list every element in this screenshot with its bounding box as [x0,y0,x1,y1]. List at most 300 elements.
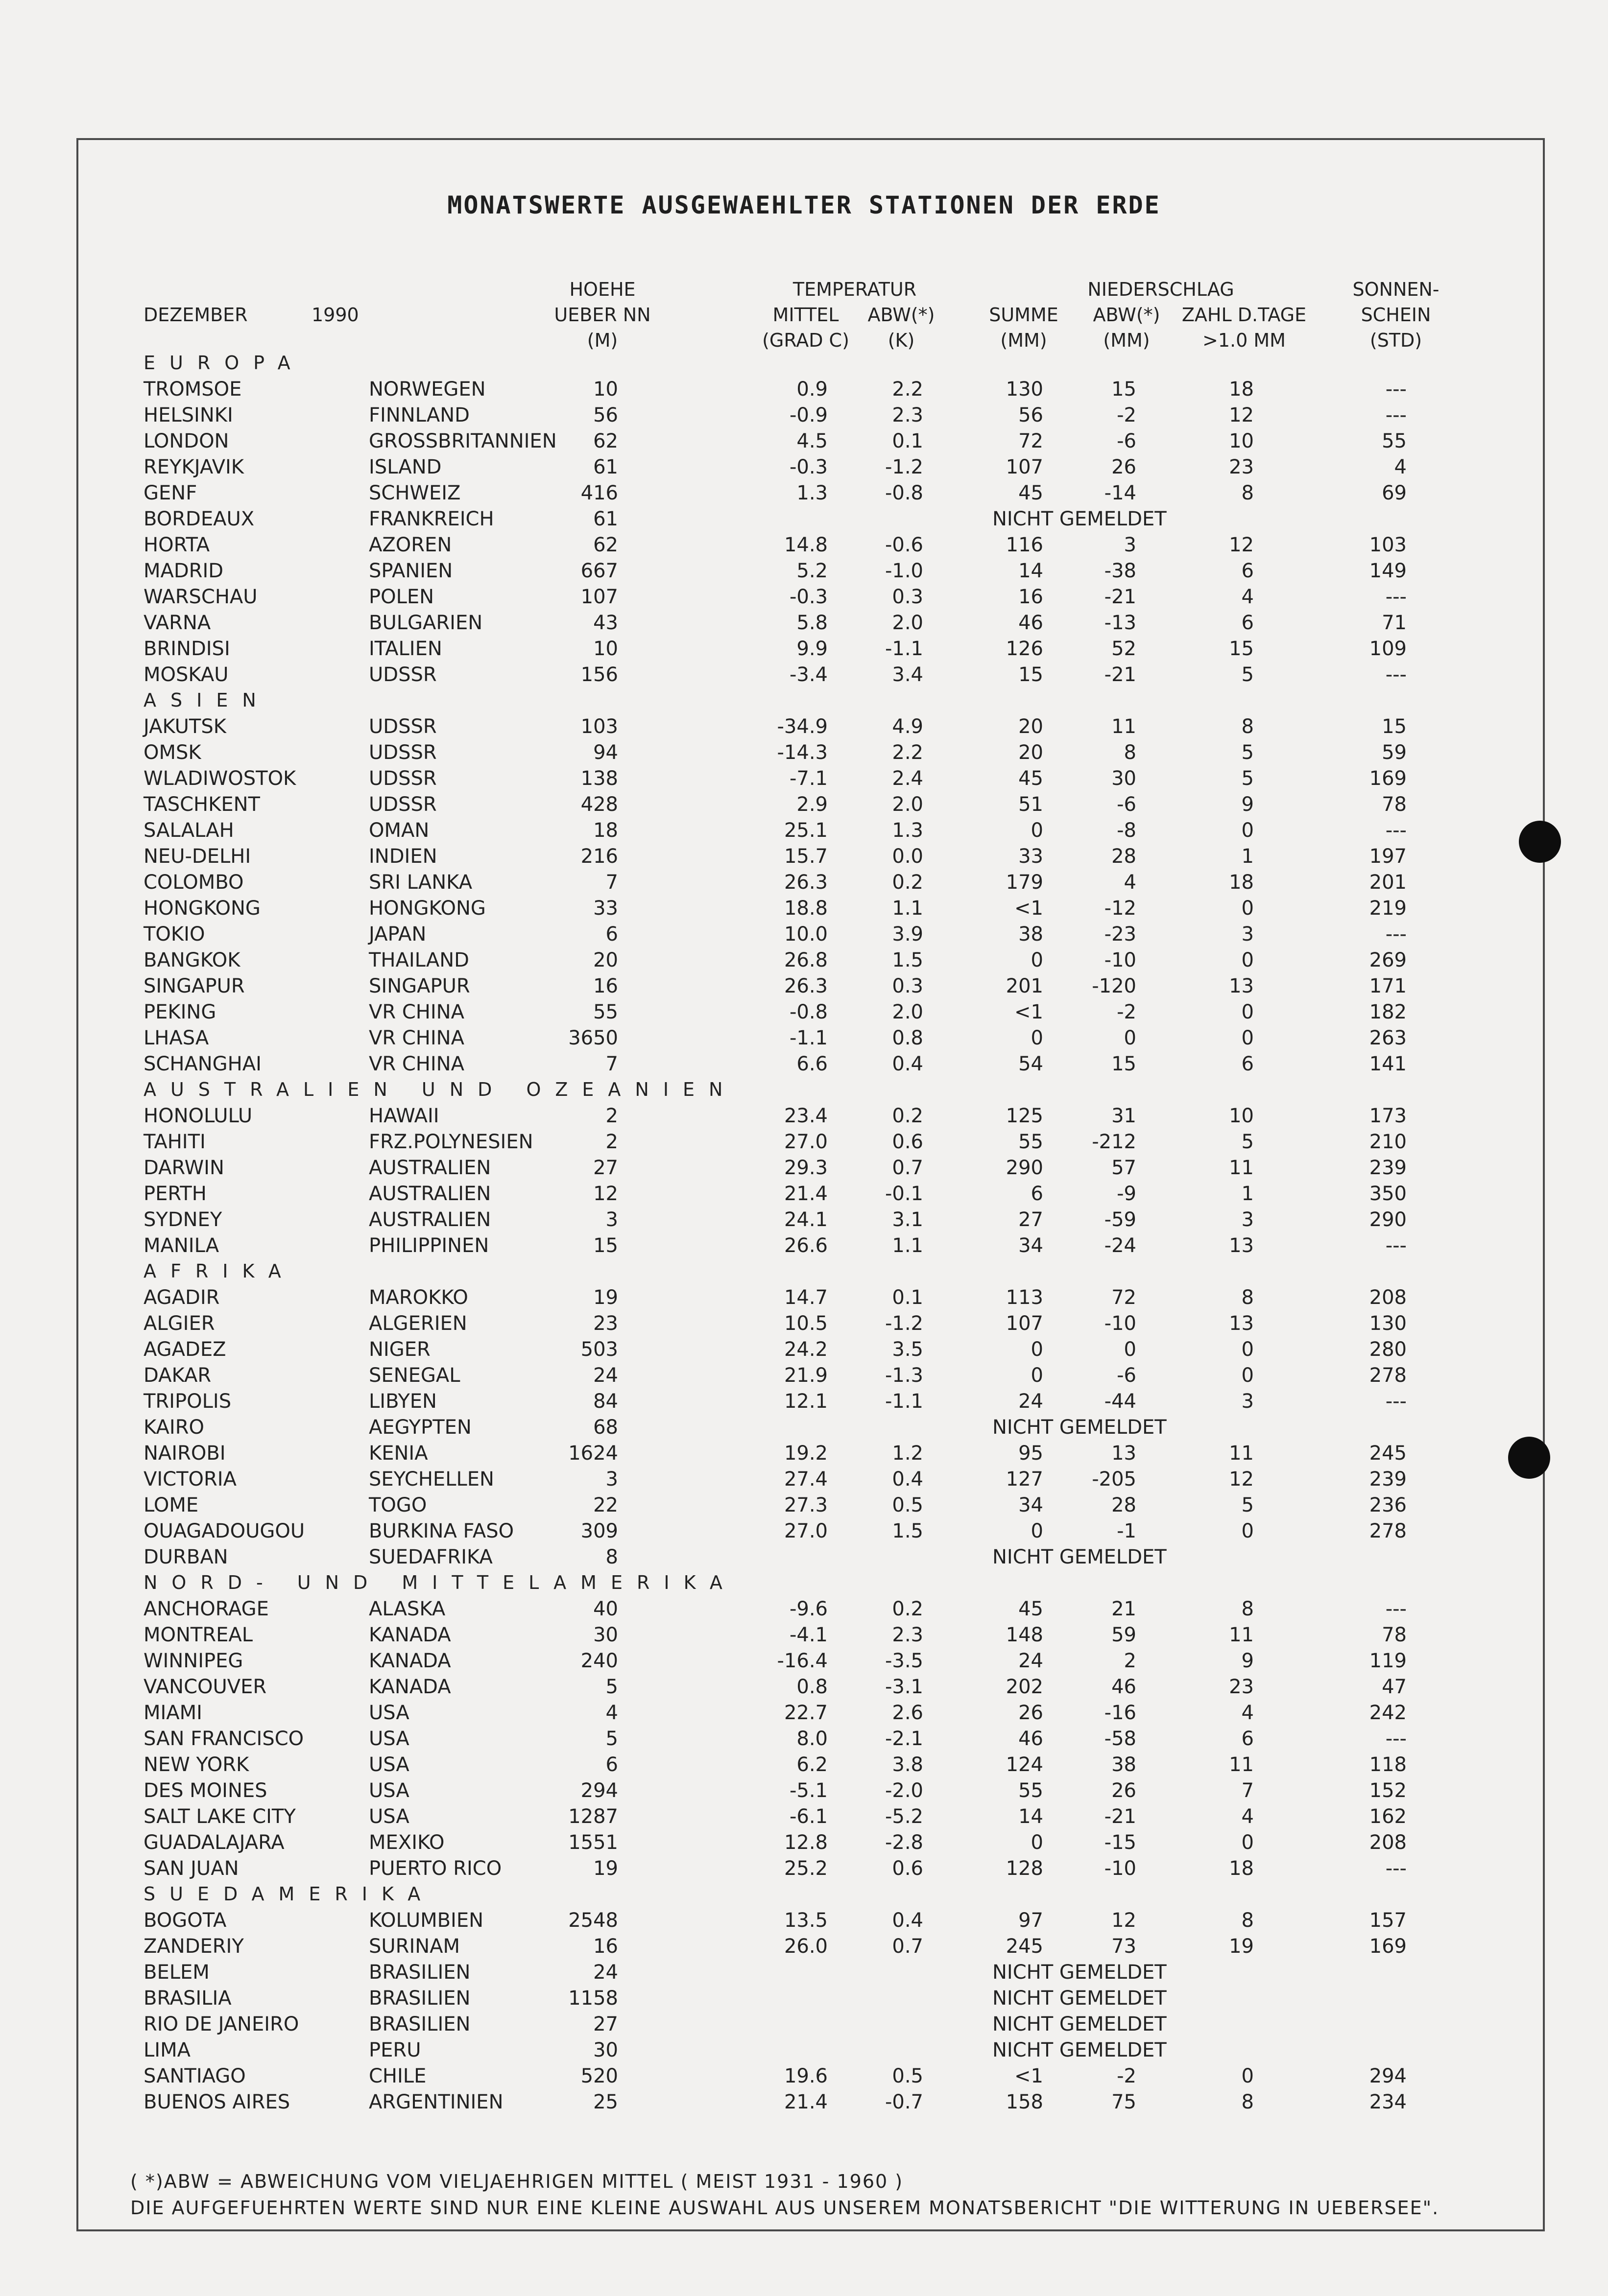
elevation-value: 6 [605,923,618,946]
temp-deviation-value: 2.3 [892,404,923,426]
elevation-value: 520 [580,2065,618,2087]
precip-deviation-value: 28 [1111,1494,1136,1516]
sunshine-value: 118 [1369,1753,1407,1776]
temp-deviation-value: -5.2 [885,1805,923,1828]
country-name: SCHWEIZ [369,482,461,504]
elevation-value: 216 [580,845,618,868]
temp-deviation-value: 0.0 [892,845,923,868]
sunshine-value: 157 [1369,1909,1407,1932]
sunshine-value: 169 [1369,767,1407,790]
precip-sum-value: 54 [1018,1053,1043,1075]
precip-sum-value: 56 [1018,404,1043,426]
precip-sum-value: 290 [1006,1157,1043,1179]
header-sonne-3: (STD) [1369,330,1422,351]
station-name: BELEM [144,1961,210,1984]
country-name: ITALIEN [369,638,442,660]
precip-deviation-value: -16 [1104,1702,1136,1724]
elevation-value: 10 [593,378,618,401]
precip-days-value: 5 [1241,741,1254,764]
precip-days-value: 8 [1241,1286,1254,1309]
station-name: OMSK [144,741,201,764]
elevation-value: 667 [580,560,618,582]
temp-mean-value: 14.7 [784,1286,828,1309]
precip-sum-value: 107 [1006,456,1043,478]
precip-days-value: 4 [1241,586,1254,608]
sunshine-value: 350 [1369,1183,1407,1205]
precip-sum-value: 95 [1018,1442,1043,1465]
station-name: LONDON [144,430,229,452]
precip-sum-value: 45 [1018,767,1043,790]
sunshine-value: 119 [1369,1650,1407,1672]
elevation-value: 6 [605,1753,618,1776]
precip-deviation-value: -15 [1104,1831,1136,1854]
header-tage-2: >1.0 MM [1202,330,1286,351]
temp-deviation-value: 0.6 [892,1131,923,1153]
station-name: COLOMBO [144,871,244,894]
country-name: KANADA [369,1624,451,1646]
precip-deviation-value: -38 [1104,560,1136,582]
temp-mean-value: 27.0 [784,1520,828,1542]
temp-mean-value: 23.4 [784,1105,828,1127]
precip-days-value: 8 [1241,1909,1254,1932]
precip-deviation-value: -59 [1104,1208,1136,1231]
precip-deviation-value: 30 [1111,767,1136,790]
precip-days-value: 11 [1229,1753,1254,1776]
precip-days-value: 15 [1229,638,1254,660]
precip-sum-value: 0 [1031,1027,1043,1049]
station-name: NAIROBI [144,1442,226,1465]
precip-deviation-value: 72 [1111,1286,1136,1309]
station-name: MANILA [144,1234,219,1257]
station-name: VARNA [144,612,211,634]
sunshine-value: 69 [1382,482,1407,504]
precip-sum-value: 38 [1018,923,1043,946]
elevation-value: 7 [605,871,618,894]
elevation-value: 1158 [568,1987,618,2010]
precip-sum-value: 0 [1031,1338,1043,1361]
elevation-value: 62 [593,430,618,452]
sunshine-value: --- [1385,1857,1407,1880]
elevation-value: 2 [605,1131,618,1153]
precip-days-value: 23 [1229,456,1254,478]
station-name: SALALAH [144,819,234,842]
country-name: GROSSBRITANNIEN [369,430,557,452]
precip-deviation-value: -14 [1104,482,1136,504]
temp-deviation-value: 2.4 [892,767,923,790]
country-name: NIGER [369,1338,431,1361]
country-name: SRI LANKA [369,871,473,894]
elevation-value: 3 [605,1208,618,1231]
sunshine-value: --- [1385,586,1407,608]
precip-days-value: 4 [1241,1805,1254,1828]
precip-deviation-value: 75 [1111,2091,1136,2113]
temp-mean-value: 6.2 [796,1753,828,1776]
country-name: HAWAII [369,1105,439,1127]
country-name: BURKINA FASO [369,1520,514,1542]
precip-deviation-value: 0 [1124,1027,1136,1049]
station-name: DES MOINES [144,1779,267,1802]
sunshine-value: 294 [1369,2065,1407,2087]
station-name: JAKUTSK [144,715,226,738]
precip-days-value: 13 [1229,1312,1254,1335]
temp-mean-value: 1.3 [796,482,828,504]
precip-deviation-value: -23 [1104,923,1136,946]
precip-deviation-value: -10 [1104,1857,1136,1880]
elevation-value: 294 [580,1779,618,1802]
precip-deviation-value: 38 [1111,1753,1136,1776]
country-name: HONGKONG [369,897,486,920]
precip-deviation-value: 0 [1124,1338,1136,1361]
temp-deviation-value: -1.1 [885,1390,923,1413]
station-name: DURBAN [144,1546,228,1568]
sunshine-value: 182 [1369,1001,1407,1023]
station-name: TRIPOLIS [144,1390,232,1413]
temp-mean-value: 13.5 [784,1909,828,1932]
temp-mean-value: 18.8 [784,897,828,920]
country-name: CHILE [369,2065,427,2087]
precip-days-value: 10 [1229,1105,1254,1127]
precip-sum-value: 245 [1006,1935,1043,1958]
precip-days-value: 19 [1229,1935,1254,1958]
sunshine-value: 290 [1369,1208,1407,1231]
precip-days-value: 0 [1241,1338,1254,1361]
elevation-value: 416 [580,482,618,504]
not-reported-note: NICHT GEMELDET [992,2013,1167,2036]
elevation-value: 19 [593,1286,618,1309]
header-abw-t-2: (K) [888,330,915,351]
sunshine-value: 149 [1369,560,1407,582]
section-heading: AUSTRALIEN UND OZEANIEN [144,1079,737,1100]
temp-deviation-value: 3.8 [892,1753,923,1776]
precip-days-value: 0 [1241,1364,1254,1387]
sunshine-value: 236 [1369,1494,1407,1516]
temp-mean-value: 21.4 [784,1183,828,1205]
temp-mean-value: -16.4 [777,1650,828,1672]
header-mittel-2: (GRAD C) [762,330,849,351]
precip-sum-value: 16 [1018,586,1043,608]
temp-mean-value: -0.9 [789,404,828,426]
precip-sum-value: 126 [1006,638,1043,660]
sunshine-value: --- [1385,1234,1407,1257]
precip-deviation-value: 59 [1111,1624,1136,1646]
temp-deviation-value: 2.2 [892,741,923,764]
station-name: LIMA [144,2039,191,2061]
sunshine-value: --- [1385,1390,1407,1413]
header-month: DEZEMBER [144,304,248,326]
precip-deviation-value: 15 [1111,378,1136,401]
elevation-value: 156 [580,663,618,686]
station-name: TOKIO [144,923,205,946]
precip-deviation-value: 26 [1111,456,1136,478]
temp-mean-value: -14.3 [777,741,828,764]
station-name: HONGKONG [144,897,261,920]
precip-sum-value: 14 [1018,560,1043,582]
country-name: POLEN [369,586,434,608]
temp-deviation-value: 3.4 [892,663,923,686]
station-name: HELSINKI [144,404,233,426]
temp-mean-value: 14.8 [784,534,828,556]
station-name: TASCHKENT [144,793,260,816]
temp-deviation-value: 0.5 [892,2065,923,2087]
country-name: BULGARIEN [369,612,483,634]
country-name: KANADA [369,1676,451,1698]
precip-deviation-value: -6 [1117,430,1136,452]
temp-deviation-value: -1.2 [885,456,923,478]
precip-sum-value: 6 [1031,1183,1043,1205]
precip-deviation-value: -24 [1104,1234,1136,1257]
station-name: BRINDISI [144,638,230,660]
precip-sum-value: 20 [1018,715,1043,738]
precip-deviation-value: -8 [1117,819,1136,842]
precip-days-value: 18 [1229,1857,1254,1880]
elevation-value: 1551 [568,1831,618,1854]
precip-sum-value: 128 [1006,1857,1043,1880]
elevation-value: 3 [605,1468,618,1491]
precip-days-value: 10 [1229,430,1254,452]
footnote-auswahl: DIE AUFGEFUEHRTEN WERTE SIND NUR EINE KLEINE AUSWAHL AUS UNSEREM MONATSBERICHT "DIE WITTERUNG IN UEBERSEE". [130,2197,1440,2219]
temp-mean-value: -7.1 [789,767,828,790]
station-name: SAN FRANCISCO [144,1728,304,1750]
temp-deviation-value: 0.5 [892,1494,923,1516]
temp-mean-value: 22.7 [784,1702,828,1724]
sunshine-value: 263 [1369,1027,1407,1049]
country-name: ALASKA [369,1598,446,1620]
country-name: USA [369,1779,409,1802]
elevation-value: 55 [593,1001,618,1023]
sunshine-value: 197 [1369,845,1407,868]
elevation-value: 40 [593,1598,618,1620]
country-name: AEGYPTEN [369,1416,472,1439]
precip-sum-value: <1 [1014,897,1043,920]
country-name: AUSTRALIEN [369,1183,491,1205]
sunshine-value: 109 [1369,638,1407,660]
precip-deviation-value: 46 [1111,1676,1136,1698]
country-name: PERU [369,2039,421,2061]
country-name: LIBYEN [369,1390,437,1413]
precip-days-value: 0 [1241,897,1254,920]
precip-sum-value: 202 [1006,1676,1043,1698]
not-reported-note: NICHT GEMELDET [992,1961,1167,1984]
country-name: FRZ.POLYNESIEN [369,1131,533,1153]
country-name: KANADA [369,1650,451,1672]
country-name: KENIA [369,1442,428,1465]
elevation-value: 62 [593,534,618,556]
sunshine-value: 171 [1369,975,1407,997]
temp-mean-value: 24.1 [784,1208,828,1231]
not-reported-note: NICHT GEMELDET [992,1987,1167,2010]
elevation-value: 68 [593,1416,618,1439]
country-name: USA [369,1805,409,1828]
temp-deviation-value: 0.7 [892,1935,923,1958]
precip-deviation-value: -44 [1104,1390,1136,1413]
temp-mean-value: 6.6 [796,1053,828,1075]
country-name: USA [369,1728,409,1750]
temp-mean-value: -5.1 [789,1779,828,1802]
station-name: MIAMI [144,1702,202,1724]
country-name: UDSSR [369,793,437,816]
precip-days-value: 6 [1241,612,1254,634]
precip-days-value: 3 [1241,1208,1254,1231]
sunshine-value: 239 [1369,1468,1407,1491]
station-name: AGADEZ [144,1338,226,1361]
precip-deviation-value: -6 [1117,793,1136,816]
station-name: REYKJAVIK [144,456,244,478]
precip-days-value: 1 [1241,1183,1254,1205]
precip-days-value: 5 [1241,663,1254,686]
station-name: ANCHORAGE [144,1598,269,1620]
elevation-value: 5 [605,1676,618,1698]
temp-deviation-value: -1.0 [885,560,923,582]
temp-deviation-value: -2.0 [885,1779,923,1802]
elevation-value: 30 [593,2039,618,2061]
temp-mean-value: 4.5 [796,430,828,452]
temp-mean-value: -0.8 [789,1001,828,1023]
precip-days-value: 18 [1229,871,1254,894]
precip-days-value: 12 [1229,1468,1254,1491]
temp-deviation-value: 0.2 [892,1598,923,1620]
temp-mean-value: 26.6 [784,1234,828,1257]
station-name: BORDEAUX [144,508,255,530]
precip-sum-value: 179 [1006,871,1043,894]
sunshine-value: 47 [1382,1676,1407,1698]
precip-days-value: 23 [1229,1676,1254,1698]
elevation-value: 2 [605,1105,618,1127]
station-name: GENF [144,482,197,504]
precip-deviation-value: -2 [1117,404,1136,426]
precip-deviation-value: 12 [1111,1909,1136,1932]
precip-deviation-value: -9 [1117,1183,1136,1205]
temp-deviation-value: 3.1 [892,1208,923,1231]
country-name: AZOREN [369,534,452,556]
precip-sum-value: 0 [1031,1364,1043,1387]
sunshine-value: --- [1385,1728,1407,1750]
temp-deviation-value: 3.9 [892,923,923,946]
sunshine-value: 15 [1382,715,1407,738]
elevation-value: 8 [605,1546,618,1568]
precip-deviation-value: 73 [1111,1935,1136,1958]
country-name: UDSSR [369,715,437,738]
precip-days-value: 7 [1241,1779,1254,1802]
precip-sum-value: 24 [1018,1650,1043,1672]
temp-mean-value: 24.2 [784,1338,828,1361]
section-heading: NORD- UND MITTELAMERIKA [144,1572,737,1593]
station-name: BANGKOK [144,949,240,971]
station-name: DAKAR [144,1364,212,1387]
precip-deviation-value: 11 [1111,715,1136,738]
elevation-value: 107 [580,586,618,608]
country-name: FINNLAND [369,404,470,426]
sunshine-value: 141 [1369,1053,1407,1075]
precip-sum-value: 45 [1018,1598,1043,1620]
precip-sum-value: 124 [1006,1753,1043,1776]
not-reported-note: NICHT GEMELDET [992,1546,1167,1568]
country-name: VR CHINA [369,1053,464,1075]
precip-deviation-value: -120 [1092,975,1136,997]
sunshine-value: 239 [1369,1157,1407,1179]
country-name: TOGO [369,1494,427,1516]
country-name: AUSTRALIEN [369,1208,491,1231]
station-name: BRASILIA [144,1987,232,2010]
elevation-value: 24 [593,1364,618,1387]
precip-days-value: 8 [1241,1598,1254,1620]
station-name: WARSCHAU [144,586,258,608]
section-heading: EUROPA [144,352,305,374]
temp-deviation-value: 3.5 [892,1338,923,1361]
elevation-value: 103 [580,715,618,738]
country-name: ISLAND [369,456,442,478]
temp-mean-value: 0.8 [796,1676,828,1698]
precip-sum-value: 97 [1018,1909,1043,1932]
precip-sum-value: 15 [1018,663,1043,686]
temp-deviation-value: -0.7 [885,2091,923,2113]
precip-deviation-value: 21 [1111,1598,1136,1620]
country-name: SPANIEN [369,560,453,582]
sunshine-value: 78 [1382,793,1407,816]
country-name: UDSSR [369,663,437,686]
precip-sum-value: 148 [1006,1624,1043,1646]
precip-sum-value: 55 [1018,1131,1043,1153]
temp-deviation-value: 2.0 [892,612,923,634]
precip-days-value: 8 [1241,715,1254,738]
sunshine-value: --- [1385,663,1407,686]
elevation-value: 4 [605,1702,618,1724]
precip-days-value: 3 [1241,1390,1254,1413]
station-name: MADRID [144,560,224,582]
precip-days-value: 0 [1241,2065,1254,2087]
footnote-abw: ( *)ABW = ABWEICHUNG VOM VIELJAEHRIGEN MITTEL ( MEIST 1931 - 1960 ) [130,2171,904,2192]
station-name: HONOLULU [144,1105,253,1127]
temp-deviation-value: 2.0 [892,1001,923,1023]
temp-deviation-value: 2.0 [892,793,923,816]
station-name: OUAGADOUGOU [144,1520,305,1542]
elevation-value: 22 [593,1494,618,1516]
elevation-value: 10 [593,638,618,660]
precip-days-value: 6 [1241,560,1254,582]
temp-mean-value: 26.0 [784,1935,828,1958]
temp-mean-value: 10.0 [784,923,828,946]
precip-days-value: 5 [1241,1131,1254,1153]
temp-mean-value: 29.3 [784,1157,828,1179]
country-name: PUERTO RICO [369,1857,502,1880]
section-heading: ASIEN [144,689,270,711]
precip-sum-value: 45 [1018,482,1043,504]
country-name: PHILIPPINEN [369,1234,489,1257]
temp-mean-value: -1.1 [789,1027,828,1049]
sunshine-value: 4 [1394,456,1407,478]
page-title: MONATSWERTE AUSGEWAEHLTER STATIONEN DER ERDE [447,191,1161,219]
precip-deviation-value: 15 [1111,1053,1136,1075]
country-name: BRASILIEN [369,1961,471,1984]
country-name: SEYCHELLEN [369,1468,494,1491]
precip-sum-value: 34 [1018,1234,1043,1257]
country-name: VR CHINA [369,1027,464,1049]
country-name: ALGERIEN [369,1312,467,1335]
precip-days-value: 13 [1229,1234,1254,1257]
header-abw-n-1: ABW(*) [1093,304,1160,326]
precip-sum-value: 51 [1018,793,1043,816]
precip-deviation-value: -12 [1104,897,1136,920]
station-name: SCHANGHAI [144,1053,262,1075]
sunshine-value: 78 [1382,1624,1407,1646]
precip-deviation-value: -10 [1104,1312,1136,1335]
sunshine-value: 278 [1369,1520,1407,1542]
temp-mean-value: 21.4 [784,2091,828,2113]
temp-mean-value: 2.9 [796,793,828,816]
elevation-value: 33 [593,897,618,920]
sunshine-value: 130 [1369,1312,1407,1335]
station-name: VICTORIA [144,1468,237,1491]
temp-mean-value: 10.5 [784,1312,828,1335]
